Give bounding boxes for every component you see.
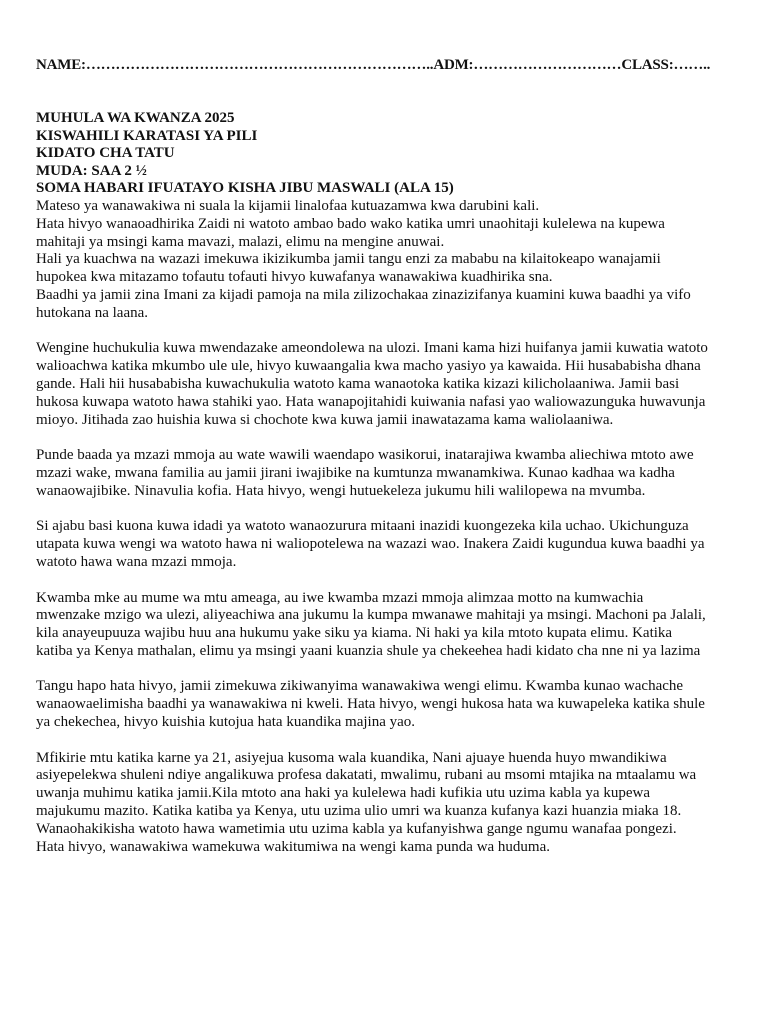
passage-paragraph: Hali ya kuachwa na wazazi imekuwa ikizikumba jamii tangu enzi za mababu na kilaitokeapo wanajamii hupokea kwa mitazamo tofautu tofauti hivyo kuwafanya wanawakiwa kuadhirika sna. xyxy=(36,251,661,286)
paragraph-spacer xyxy=(36,429,708,447)
passage-paragraph: Wengine huchukulia kuwa mwendazake ameondolewa na ulozi. Imani kama hizi huifanya jamii kuwatia watoto walioachwa katika mkumbo ule ule, hivyo kuwaangalia kwa macho yasiyo ya kawaida. Hii husababisha dhana gande. Hali hii husababisha kuwachukulia watoto kama wanaotoka katika kizazi kilicholaaniwa. Jamii basi hukosa kuwapa watoto hawa stahiki yao. Hata wanapojitahidi kuiwania nafasi yao waliowazunguka huwavunja mioyo. Jitihada zao huishia kuwa si chochote kwa kuwa jamii inawatazama kama waliolaaniwa. xyxy=(36,340,708,428)
paragraph-spacer xyxy=(36,661,708,679)
exam-subject: KISWAHILI KARATASI YA PILI xyxy=(36,127,258,144)
paragraph-spacer xyxy=(36,501,708,519)
student-details-line: NAME:……………………………………………………………..ADM:…………………………CLASS:…….. xyxy=(36,57,711,73)
passage-paragraph: Hata hivyo wanaoadhirika Zaidi ni watoto ambao bado wako katika umri unaohitaji kulelewa na kupewa mahitaji ya msingi kama mavazi, malazi, elimu na mengine anuwai. xyxy=(36,215,665,250)
passage-paragraph: Mfikirie mtu katika karne ya 21, asiyejua kusoma wala kuandika, Nani ajuaye huenda huyo mwandikiwa asiyepelekwa shuleni ndiye angalikuwa profesa dakatati, mwalimu, rubani au msomi mtajika na mtaalamu wa uwanja muhimu katika jamii.Kila mtoto ana haki ya kulelewa hadi kufikia utu uzima kabla ya kupewa majukumu mazito. Katika katiba ya Kenya, utu uzima ulio umri wa kuanza kufanya kazi huanzia miaka 18. Wanaohakikisha watoto hawa wametimia utu uzima kabla ya kufanyishwa gange ngumu wanafaa pongezi. Hata hivyo, wanawakiwa wamekuwa wakitumiwa na wengi kama punda wa huduma. xyxy=(36,749,697,855)
exam-header xyxy=(36,110,708,198)
paragraph-spacer xyxy=(36,572,708,590)
passage-paragraph: Baadhi ya jamii zina Imani za kijadi pamoja na mila zilizochakaa zinazizifanya kuamini kuwa baadhi ya vifo hutokana na laana. xyxy=(36,286,691,321)
exam-instruction: SOMA HABARI IFUATAYO KISHA JIBU MASWALI (ALA 15) xyxy=(36,180,454,197)
exam-term: MUHULA WA KWANZA 2025 xyxy=(36,110,235,126)
passage-paragraph: Mateso ya wanawakiwa ni suala la kijamii linalofaa kutuazamwa kwa darubini kali. xyxy=(36,197,540,214)
passage-paragraph: Si ajabu basi kuona kuwa idadi ya watoto wanaozurura mitaani inazidi kuongezeka kila uchao. Ukichunguza utapata kuwa wengi wa watoto hawa ni waliopotelewa na wazazi wao. Inakera Zaidi kugundua kuwa baadhi ya watoto hawa wana mzazi mmoja. xyxy=(36,518,705,570)
exam-form: KIDATO CHA TATU xyxy=(36,145,175,162)
paragraph-spacer xyxy=(36,323,708,341)
passage-paragraph: Punde baada ya mzazi mmoja au wate wawili waendapo wasikorui, inatarajiwa kwamba aliechiwa mtoto awe mzazi wake, mwana familia au jamii jirani iwajibike na kumtunza mwanamkiwa. Kunao kadhaa wa kadha wanaowajibike. Ninavulia kofia. Hata hivyo, wengi hutuekeleza jukumu hili walilopewa na mvumba. xyxy=(36,447,694,499)
exam-duration: MUDA: SAA 2 ½ xyxy=(36,162,147,179)
passage-paragraph: Kwamba mke au mume wa mtu ameaga, au iwe kwamba mzazi mmoja alimzaa motto na kumwachia mwenzake mzigo wa ulezi, aliyeachiwa ana jukumu la kumpa mwanawe mahitaji ya msingi. Machoni pa Jalali, kila anayeupuuza wajibu huu ana hukumu yake siku ya kiama. Ni haki ya kila mtoto kupata elimu. Katika katiba ya Kenya mathalan, elimu ya msingi yaani kuanzia shule ya chekeehea hadi kidato cha nne ni ya lazima xyxy=(36,589,706,659)
passage-paragraph: Tangu hapo hata hivyo, jamii zimekuwa zikiwanyima wanawakiwa wengi elimu. Kwamba kunao wachache wanaowaelimisha baadhi ya wanawakiwa ni kweli. Hata hivyo, wengi hukosa hata wa kuwapeleka katika shule ya chekechea, hivyo kuishia kutojua hata kuandika majina yao. xyxy=(36,678,705,731)
paragraph-spacer xyxy=(36,732,708,750)
passage xyxy=(36,198,708,856)
